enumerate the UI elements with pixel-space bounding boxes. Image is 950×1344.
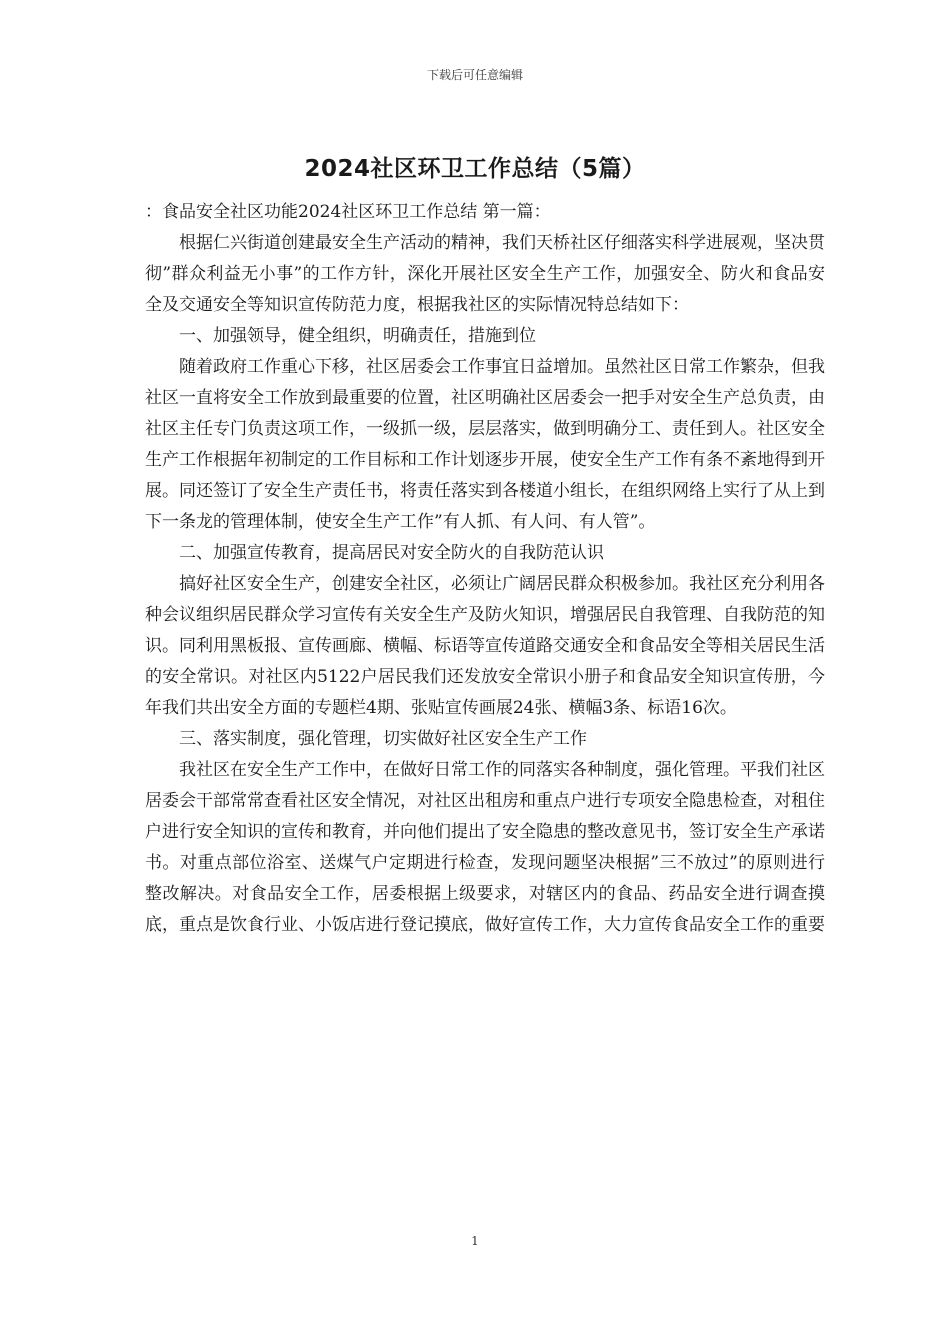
document-body (145, 197, 825, 941)
page-header: 下载后可任意编辑 (426, 68, 523, 82)
document-title: 2024社区环卫工作总结（5篇） (304, 156, 646, 182)
intro-line: ：食品安全社区功能2024社区环卫工作总结 第一篇： (145, 202, 551, 222)
section-heading-2: 二、加强宣传教育，提高居民对安全防火的自我防范认识 (179, 543, 604, 563)
page-number: 1 (471, 1234, 479, 1248)
section-heading-3: 三、落实制度，强化管理，切实做好社区安全生产工作 (179, 729, 587, 749)
paragraph-section-3: 我社区在安全生产工作中，在做好日常工作的同落实各种制度，强化管理。平我们社区居委会干部常常查看社区安全情况，对社区出租房和重点户进行专项安全隐患检查，对租住户进行安全知识的宣传和教育，并向他们提出了安全隐患的整改意见书，签订安全生产承诺书。对重点部位浴室、送煤气户定期进行检查，发现问题坚决根据”三不放过”的原则进行整改解决。对食品安全工作，居委根据上级要求，对辖区内的食品、药品安全进行调查摸底，重点是饮食行业、小饭店进行登记摸底，做好宣传工作，大力宣传食品安全工作的重要 (145, 760, 825, 935)
section-heading-1: 一、加强领导，健全组织，明确责任，措施到位 (179, 326, 536, 346)
paragraph-section-2: 搞好社区安全生产，创建安全社区，必须让广阔居民群众积极参加。我社区充分利用各种会议组织居民群众学习宣传有关安全生产及防火知识，增强居民自我管理、自我防范的知识。同利用黑板报、宣传画廊、横幅、标语等宣传道路交通安全和食品安全等相关居民生活的安全常识。对社区内5122户居民我们还发放安全常识小册子和食品安全知识宣传册，今年我们共出安全方面的专题栏4期、张贴宣传画展24张、横幅3条、标语16次。 (145, 574, 825, 718)
paragraph-section-1: 随着政府工作重心下移，社区居委会工作事宜日益增加。虽然社区日常工作繁杂，但我社区一直将安全工作放到最重要的位置，社区明确社区居委会一把手对安全生产总负责，由社区主任专门负责这项工作，一级抓一级，层层落实，做到明确分工、责任到人。社区安全生产工作根据年初制定的工作目标和工作计划逐步开展，使安全生产工作有条不紊地得到开展。同还签订了安全生产责任书，将责任落实到各楼道小组长，在组织网络上实行了从上到下一条龙的管理体制，使安全生产工作”有人抓、有人问、有人管”。 (145, 357, 825, 532)
paragraph-intro: 根据仁兴街道创建最安全生产活动的精神，我们天桥社区仔细落实科学进展观，坚决贯彻”群众利益无小事”的工作方针，深化开展社区安全生产工作，加强安全、防火和食品安全及交通安全等知识宣传防范力度，根据我社区的实际情况特总结如下： (145, 233, 825, 315)
